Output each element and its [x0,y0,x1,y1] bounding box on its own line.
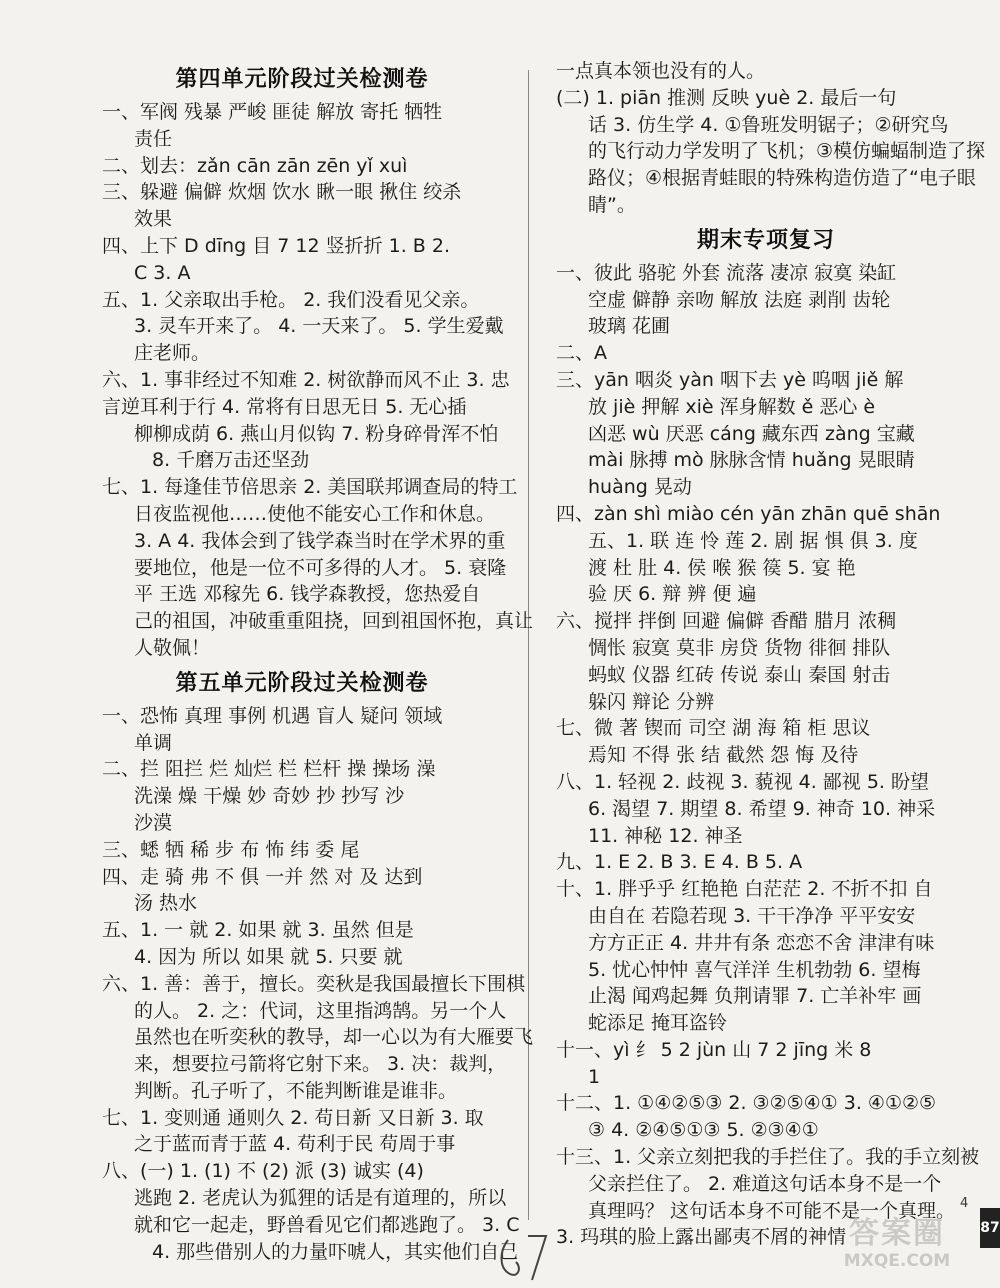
answer-line: 8. 千磨万击还坚劲 [152,449,310,472]
answer-line: 放 jiè 押解 xiè 浑身解数 ě 恶心 è [588,395,876,418]
unit4-title: 第四单元阶段过关检测卷 [175,67,429,92]
answer-line: 八、(一) 1. (1) 不 (2) 派 (3) 诚实 (4) [102,1160,424,1183]
answer-line: 3. 灵车开来了。 4. 一天来了。 5. 学生爱戴 [134,315,504,338]
answer-line: 八、1. 轻视 2. 歧视 3. 藐视 4. 鄙视 5. 盼望 [556,770,929,793]
handwritten-mark [488,1228,558,1284]
answer-line: 二、拦 阻拦 烂 灿烂 栏 栏杆 操 操场 澡 [102,758,436,781]
answer-line: 虽然也在听奕秋的教导，却一心以为有大雁要飞 [134,1026,534,1049]
answer-line: 汤 热水 [134,892,198,915]
answer-line: 渡 杜 肚 4. 侯 喉 猴 篌 5. 宴 艳 [588,556,856,579]
final-review-title: 期末专项复习 [696,227,835,253]
answer-line: 凶恶 wù 厌恶 cáng 藏东西 zàng 宝藏 [588,422,915,445]
answer-line: 逃跑 2. 老虎认为狐狸的话是有道理的，所以 [134,1187,507,1210]
answer-line: 六、1. 事非经过不知难 2. 树欲静而风不止 3. 忠 [102,368,510,391]
answer-line: ③ 4. ②④⑤①③ 5. ②③④① [588,1119,819,1142]
answer-line: 父亲拦住了。 2. 难道这句话本身不是一个 [588,1172,942,1195]
answer-line: 十一、yì 纟 5 2 jùn 山 7 2 jīng 米 8 [556,1038,872,1061]
answer-line: 二、划去：zǎn cān zān zēn yǐ xuì [102,154,408,177]
answer-line: 日夜监视他……使他不能安心工作和休息。 [134,502,496,525]
answer-line: 沙漠 [134,811,173,834]
answer-line: 方方正正 4. 井井有条 恋恋不舍 津津有味 [588,931,935,954]
answer-line: 单调 [134,731,173,754]
answer-line: (二) 1. piān 推测 反映 yuè 2. 最后一句 [556,86,897,109]
answer-line: 六、1. 善：善于，擅长。奕秋是我国最擅长下围棋 [102,972,526,995]
answer-line: 五、1. 联 连 怜 莲 2. 剧 据 惧 俱 3. 度 [588,529,918,552]
answer-line: 5. 忧心忡忡 喜气洋洋 生机勃勃 6. 望梅 [588,958,921,981]
answer-line: 一点真本领也没有的人。 [556,60,766,82]
unit5-title: 第五单元阶段过关检测卷 [175,670,429,696]
answer-line: 睛”。 [588,193,636,216]
answer-line: 庄老师。 [134,342,211,365]
answer-line: 五、1. 父亲取出手枪。 2. 我们没看见父亲。 [102,288,480,311]
answer-line: 洗澡 燥 干燥 妙 奇妙 抄 抄写 沙 [134,785,405,808]
answer-line: 就和它一起走，野兽看见它们都逃跑了。 3. C [134,1213,520,1236]
answer-line: 焉知 不得 张 结 截然 怨 悔 及待 [588,744,859,767]
answer-line: 一、彼此 骆驼 外套 流落 凄凉 寂寞 染缸 [556,261,897,284]
answer-line: 判断。孔子听了，不能判断谁是谁非。 [134,1079,458,1102]
answer-line: 一、恐怖 真理 事例 机遇 盲人 疑问 领域 [102,704,443,727]
answer-line: 平 王选 邓稼先 6. 钱学森教授，您热爱自 [134,583,481,606]
answer-line: 言逆耳利于行 4. 常将有日思无日 5. 无心插 [102,395,467,418]
answer-line: 六、搅拌 拌倒 回避 偏僻 香醋 腊月 浓稠 [556,610,897,633]
answer-line: 二、A [556,342,607,365]
answer-line: 路仪；④根据青蛙眼的特殊构造仿造了“电子眼 [588,167,976,190]
answer-line: 三、躲避 偏僻 炊烟 饮水 瞅一眼 揪住 绞杀 [102,181,462,204]
answer-line: 3. 玛琪的脸上露出鄙夷不屑的神情 [556,1226,847,1249]
answer-line: 由自在 若隐若现 3. 干干净净 平平安安 [588,904,916,927]
answer-line: 四、上下 D dīng 目 7 12 竖折折 1. B 2. [102,234,450,257]
answer-line: 空虚 僻静 亲吻 解放 法庭 剥削 齿轮 [588,288,891,311]
answer-line: 七、1. 变则通 通则久 2. 苟日新 又日新 3. 取 [102,1106,484,1129]
answer-line: 十三、1. 父亲立刻把我的手拦住了。我的手立刻被 [556,1146,980,1169]
answer-line: 1 [588,1065,601,1088]
answer-line: 十二、1. ①④②⑤③ 2. ③②⑤④① 3. ④①②⑤ [556,1092,937,1115]
answer-line: 十、1. 胖乎乎 红艳艳 白茫茫 2. 不折不扣 自 [556,878,933,901]
answer-line: 要地位，他是一位不可多得的人才。 5. 衰隆 [134,556,507,579]
answer-line: 柳柳成荫 6. 燕山月似钩 7. 粉身碎骨浑不怕 [134,422,499,445]
page-number-tab: 87 [980,1208,1000,1248]
answer-line: mài 脉搏 mò 脉脉含情 huǎng 晃眼睛 [588,449,915,472]
answer-line: 话 3. 仿生学 4. ①鲁班发明锯子；②研究鸟 [588,113,949,136]
unit4-answers [102,99,534,662]
answer-line: 止渴 闻鸡起舞 负荆请罪 7. 亡羊补牢 画 [588,985,922,1008]
unit5-answers [102,703,534,1266]
answer-line: 五、1. 一 就 2. 如果 就 3. 虽然 但是 [102,919,414,942]
answer-line: 4. 那些借别人的力量吓唬人，其实他们自己 [152,1240,519,1263]
answer-line: 四、zàn shì miào cén yān zhān quē shān [556,502,941,525]
answer-line: 4. 因为 所以 如果 就 5. 只要 就 [134,945,403,968]
answer-line: huàng 晃动 [588,476,692,499]
answer-line: 一、军阀 残暴 严峻 匪徒 解放 寄托 牺牲 [102,101,443,123]
continued-answers [556,58,986,219]
answer-line: 来，想要拉弓箭将它射下来。 3. 决：裁判， [134,1053,507,1076]
answer-line: 三、yān 咽炎 yàn 咽下去 yè 呜咽 jiě 解 [556,368,904,391]
answer-line: 蚂蚁 仪器 红砖 传说 泰山 秦国 射击 [588,663,891,686]
answer-line: 之于蓝而青于蓝 4. 苟利于民 苟周于事 [134,1133,456,1156]
answer-line: 的飞行动力学发明了飞机；③模仿蝙蝠制造了探 [588,140,986,163]
small-number: 4 [960,1196,969,1211]
answer-line: 己的祖国，冲破重重阻挠，回到祖国怀抱，真让 [134,610,534,633]
answer-line: 九、1. E 2. B 3. E 4. B 5. A [556,851,803,874]
answer-line: 玻璃 花圃 [588,315,671,338]
answer-line: 11. 神秘 12. 神圣 [588,824,743,847]
answer-line: 躲闪 辩论 分辨 [588,690,715,713]
answer-line: 3. A 4. 我体会到了钱学森当时在学术界的重 [134,529,506,552]
answer-line: 6. 渴望 7. 期望 8. 希望 9. 神奇 10. 神采 [588,797,936,820]
answer-line: 真理吗？ 这句话本身不可能不是一个真理。 [588,1199,956,1222]
answer-line: 四、走 骑 弗 不 俱 一并 然 对 及 达到 [102,865,423,888]
watermark-logo: 答案圈 [849,1216,945,1251]
answer-line: 人敬佩！ [134,636,211,659]
answer-line: 的人。 2. 之：代词，这里指鸿鹄。另一个人 [134,999,507,1022]
answer-line: 七、1. 每逢佳节倍思亲 2. 美国联邦调查局的特工 [102,476,518,499]
answer-line: 效果 [134,208,173,231]
final-review-answers [556,260,980,1251]
answer-line: 蛇添足 掩耳盗铃 [588,1012,728,1035]
answer-line: C 3. A [134,261,191,284]
answer-line: 验 厌 6. 辩 辨 便 遍 [588,583,757,606]
site-watermark [822,1218,972,1276]
right-column [556,58,986,1251]
left-column [102,58,534,1265]
answer-line: 三、蟋 牺 稀 步 布 怖 纬 委 尾 [102,838,360,861]
answer-line: 责任 [134,127,173,150]
answer-line: 惆怅 寂寞 莫非 房贷 货物 徘徊 排队 [588,636,891,659]
watermark-url: MXQE.COM [843,1251,951,1271]
answer-line: 七、微 著 锲而 司空 湖 海 箱 柜 思议 [556,717,871,740]
